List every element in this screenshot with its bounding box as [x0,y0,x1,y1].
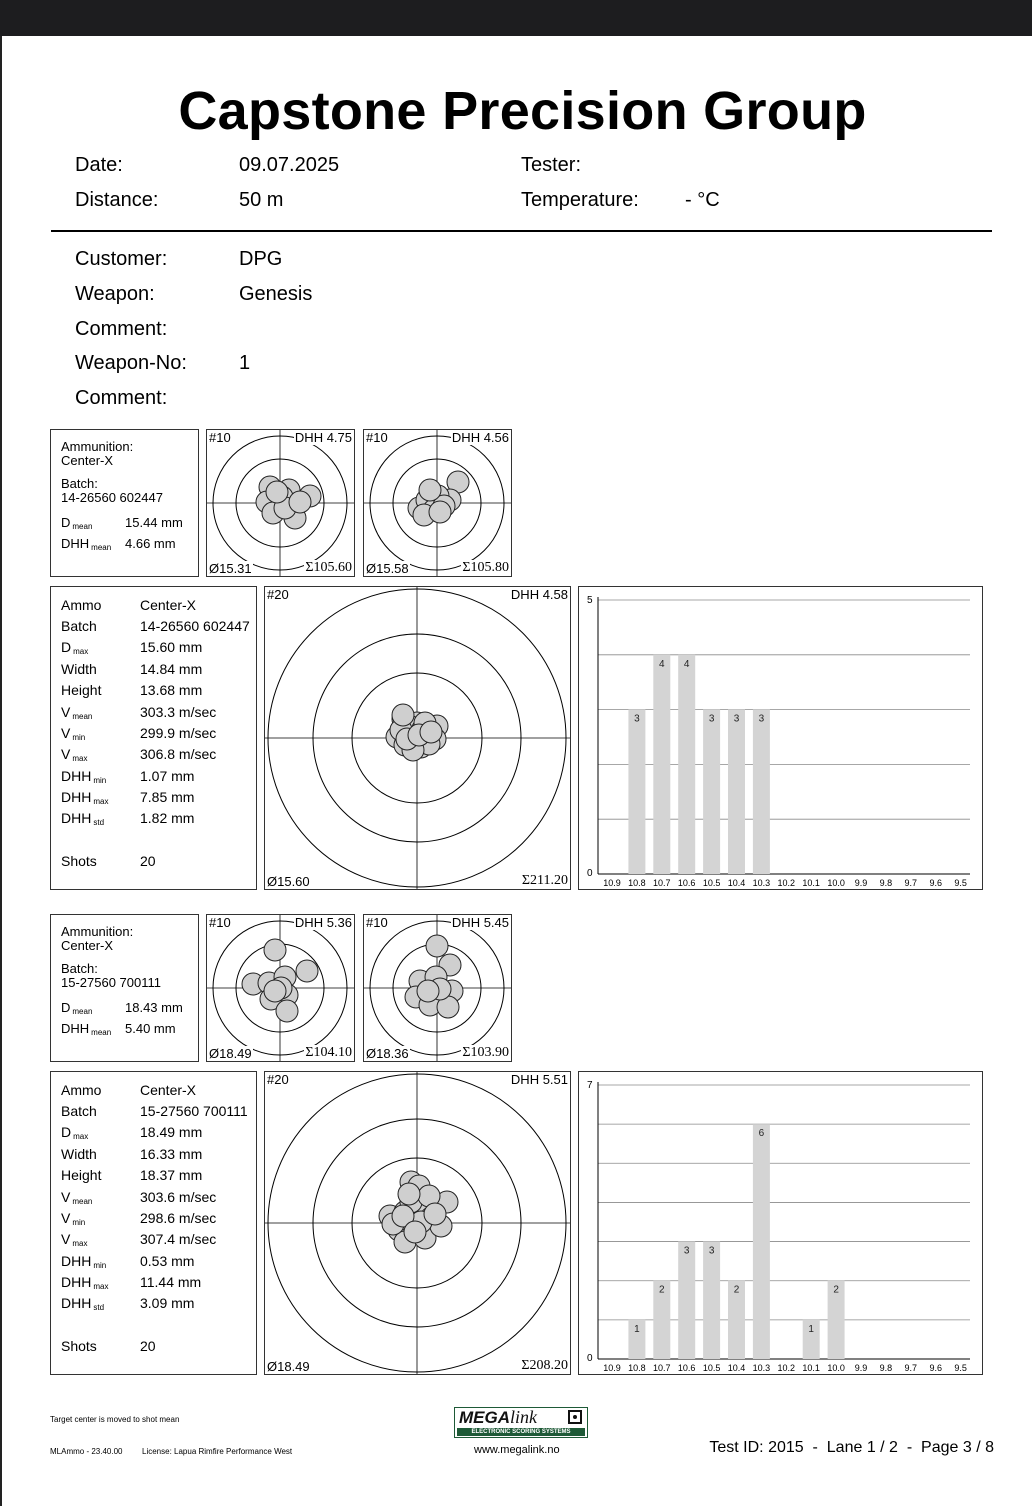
score-sum: Σ105.60 [305,560,352,575]
x-tick-label: 10.5 [702,1363,721,1373]
dmean-value: 18.43 mm [125,1000,183,1015]
small-target-1b [363,429,512,577]
y-tick-label: 0 [587,1353,593,1364]
dhhstd-label: DHH $_{std}$ [61,810,105,827]
histogram-svg [579,587,982,889]
footer-license: License: Lapua Rimfire Performance West [142,1447,293,1456]
big-target-svg [265,1072,570,1374]
vmean-value: 303.6 m/sec [140,1189,217,1205]
bar-value-label: 2 [733,1284,740,1296]
dmax-value: 15.60 mm [140,639,203,655]
batch-value: 14-26560 602447 [61,490,163,505]
weapon-no-label: Weapon-No: [75,352,187,374]
dhh-value: DHH 4.58 [510,587,568,602]
x-tick-label: 10.3 [752,878,771,888]
x-tick-label: 10.6 [677,1363,696,1373]
dhhstd-value: 1.82 mm [140,810,195,826]
score-histogram [578,586,983,890]
small-target-2b [363,914,512,1062]
shot-count: #20 [267,587,289,602]
histogram-bar [703,1242,720,1359]
dhh-value: DHH 4.75 [294,430,352,445]
group-diameter: Ø18.49 [267,1359,310,1374]
vmean-label: V $_{mean}$ [61,1189,93,1206]
ammo-summary-box [50,914,199,1062]
small-target-2a [206,914,355,1062]
shots-label: Shots [61,1338,97,1354]
weapon-no-value: 1 [239,352,251,374]
bar-value-label: 3 [708,1245,715,1257]
bar-value-label: 1 [808,1323,814,1335]
ammunition-value: Center-X [61,938,114,953]
header-divider [51,230,992,232]
dhhmean-label: DHH $_{mean}$ [61,536,112,552]
page-edge [0,36,2,1506]
weapon-label: Weapon: [75,283,155,305]
bar-value-label: 3 [634,713,640,725]
histogram-bar [703,710,720,874]
dmean-label: D $_{mean}$ [61,1000,93,1016]
ammo-value: Center-X [140,597,197,613]
temperature-label: Temperature: [521,189,639,211]
score-sum: Σ208.20 [521,1358,568,1373]
bar-value-label: 3 [758,713,765,725]
small-target-svg [364,430,511,576]
score-sum: Σ105.80 [462,560,509,575]
bar-value-label: 3 [683,1245,690,1257]
vmax-label: V $_{max}$ [61,746,88,763]
vmean-value: 303.3 m/sec [140,704,217,720]
x-tick-label: 10.1 [802,878,820,888]
vmax-value: 307.4 m/sec [140,1231,217,1247]
x-tick-label: 10.1 [802,1363,820,1373]
dhhmin-value: 1.07 mm [140,768,195,784]
ammunition-value: Center-X [61,453,114,468]
x-tick-label: 10.9 [603,878,621,888]
x-tick-label: 10.8 [628,878,646,888]
dhh-value: DHH 4.56 [451,430,509,445]
ammo-value: Center-X [140,1082,197,1098]
batch-label: Batch: [61,476,98,491]
customer-label: Customer: [75,248,168,270]
x-tick-label: 9.9 [854,878,868,888]
ammo-label: Ammo [61,597,102,613]
x-tick-label: 10.6 [677,878,696,888]
footer-website[interactable]: www.megalink.no [474,1444,560,1456]
shot-count: #10 [366,915,388,930]
x-tick-label: 10.2 [777,878,796,888]
page-title: Capstone Precision Group [178,81,867,141]
dhhstd-label: DHH $_{std}$ [61,1295,105,1312]
x-tick-label: 10.0 [827,878,845,888]
logo-target-icon [568,1410,582,1424]
score-sum: Σ104.10 [305,1045,352,1060]
group-diameter: Ø15.60 [267,874,310,889]
shot-count: #20 [267,1072,289,1087]
bar-value-label: 2 [833,1284,839,1296]
x-tick-label: 9.8 [879,878,893,888]
tester-label: Tester: [521,154,582,176]
comment-label: Comment: [75,318,168,340]
small-target-svg [207,915,354,1061]
dmax-value: 18.49 mm [140,1124,203,1140]
date-label: Date: [75,154,123,176]
dmean-value: 15.44 mm [125,515,183,530]
dhh-value: DHH 5.36 [294,915,352,930]
dmax-label: D $_{max}$ [61,1124,89,1141]
small-target-svg [207,430,354,576]
x-tick-label: 10.3 [752,1363,771,1373]
group-diameter: Ø18.49 [209,1046,252,1061]
vmean-label: V $_{mean}$ [61,704,93,721]
x-tick-label: 10.7 [653,1363,671,1373]
x-tick-label: 9.5 [954,1363,967,1373]
score-sum: Σ211.20 [521,873,568,888]
small-target-1a [206,429,355,577]
shot-count: #10 [209,915,231,930]
customer-value: DPG [239,248,283,270]
logo-tagline: ELECTRONIC SCORING SYSTEMS [457,1428,585,1436]
width-value: 14.84 mm [140,661,203,677]
y-tick-label: 5 [587,595,593,606]
temperature-value: - °C [685,189,720,211]
logo-link: link [510,1407,537,1427]
vmin-value: 299.9 m/sec [140,725,217,741]
dhhmin-label: DHH $_{min}$ [61,768,107,785]
footer-test-id: Test ID: 2015 - Lane 1 / 2 - Page 3 / 8 [709,1439,994,1456]
bar-value-label: 3 [708,713,715,725]
batch-label: Batch [61,1103,97,1119]
vmin-value: 298.6 m/sec [140,1210,217,1226]
x-tick-label: 9.5 [954,878,967,888]
top-bar [0,0,1032,36]
megalink-logo [454,1407,590,1440]
batch-label: Batch: [61,961,98,976]
score-sum: Σ103.90 [462,1045,509,1060]
dhhmax-label: DHH $_{max}$ [61,789,109,806]
height-value: 18.37 mm [140,1167,203,1183]
width-label: Width [61,661,97,677]
height-label: Height [61,1167,102,1183]
big-target [264,1071,571,1375]
group-diameter: Ø18.36 [366,1046,409,1061]
weapon-value: Genesis [239,283,313,305]
x-tick-label: 10.8 [628,1363,646,1373]
x-tick-label: 10.0 [827,1363,845,1373]
stats-box [50,1071,257,1375]
width-label: Width [61,1146,97,1162]
vmin-label: V $_{min}$ [61,725,86,742]
group-diameter: Ø15.58 [366,561,409,576]
batch-value: 15-27560 700111 [61,975,162,990]
footer-version: MLAmmo - 23.40.00 [50,1447,123,1456]
vmin-label: V $_{min}$ [61,1210,86,1227]
dmean-label: D $_{mean}$ [61,515,93,531]
bar-value-label: 3 [733,713,740,725]
dhhmax-value: 7.85 mm [140,789,195,805]
vmax-label: V $_{max}$ [61,1231,88,1248]
bar-value-label: 6 [758,1128,765,1140]
bar-value-label: 1 [634,1323,640,1335]
batch-label: Batch [61,618,97,634]
big-target-svg [265,587,570,889]
x-tick-label: 10.2 [777,1363,796,1373]
logo-mega: MEGA [459,1408,510,1427]
histogram-bar [628,710,645,874]
vmax-value: 306.8 m/sec [140,746,217,762]
small-target-svg [364,915,511,1061]
x-tick-label: 9.7 [904,878,918,888]
dhhmin-value: 0.53 mm [140,1253,195,1269]
x-tick-label: 10.7 [653,878,671,888]
dhh-value: DHH 5.45 [451,915,509,930]
shots-value: 20 [140,853,156,869]
histogram-bar [653,655,670,874]
x-tick-label: 10.4 [727,878,746,888]
stats-box [50,586,257,890]
big-target [264,586,571,890]
shots-label: Shots [61,853,97,869]
group-diameter: Ø15.31 [209,561,252,576]
y-tick-label: 0 [587,868,593,879]
dhhmax-value: 11.44 mm [140,1274,202,1290]
dhhstd-value: 3.09 mm [140,1295,195,1311]
x-tick-label: 9.6 [929,1363,942,1373]
x-tick-label: 9.9 [854,1363,868,1373]
x-tick-label: 10.5 [702,878,721,888]
dhhmean-value: 5.40 mm [125,1021,176,1036]
dhhmin-label: DHH $_{min}$ [61,1253,107,1270]
ammo-label: Ammo [61,1082,102,1098]
shot-count: #10 [366,430,388,445]
width-value: 16.33 mm [140,1146,203,1162]
height-value: 13.68 mm [140,682,203,698]
shot-count: #10 [209,430,231,445]
shots-value: 20 [140,1338,156,1354]
x-tick-label: 9.6 [929,878,942,888]
x-tick-label: 10.4 [727,1363,746,1373]
bar-value-label: 4 [683,658,690,670]
comment-label-2: Comment: [75,387,168,409]
dhhmean-value: 4.66 mm [125,536,176,551]
date-value: 09.07.2025 [239,154,340,176]
histogram-bar [753,1124,770,1359]
x-tick-label: 10.9 [603,1363,621,1373]
ammunition-label: Ammunition: [61,439,134,454]
batch-value: 14-26560 602447 [140,618,250,634]
histogram-bar [753,710,770,874]
x-tick-label: 9.7 [904,1363,918,1373]
histogram-bar [678,655,695,874]
histogram-svg [579,1072,982,1374]
histogram-bar [678,1242,695,1359]
dmax-label: D $_{max}$ [61,639,89,656]
footer-note: Target center is moved to shot mean [50,1415,180,1424]
histogram-bar [728,710,745,874]
distance-value: 50 m [239,189,284,211]
ammo-summary-box [50,429,199,577]
distance-label: Distance: [75,189,159,211]
dhhmax-label: DHH $_{max}$ [61,1274,109,1291]
ammunition-label: Ammunition: [61,924,134,939]
x-tick-label: 9.8 [879,1363,893,1373]
bar-value-label: 2 [659,1284,665,1296]
bar-value-label: 4 [659,658,665,670]
y-tick-label: 7 [587,1080,593,1091]
dhh-value: DHH 5.51 [510,1072,568,1087]
dhhmean-label: DHH $_{mean}$ [61,1021,112,1037]
score-histogram [578,1071,983,1375]
batch-value: 15-27560 700111 [140,1103,248,1119]
height-label: Height [61,682,102,698]
